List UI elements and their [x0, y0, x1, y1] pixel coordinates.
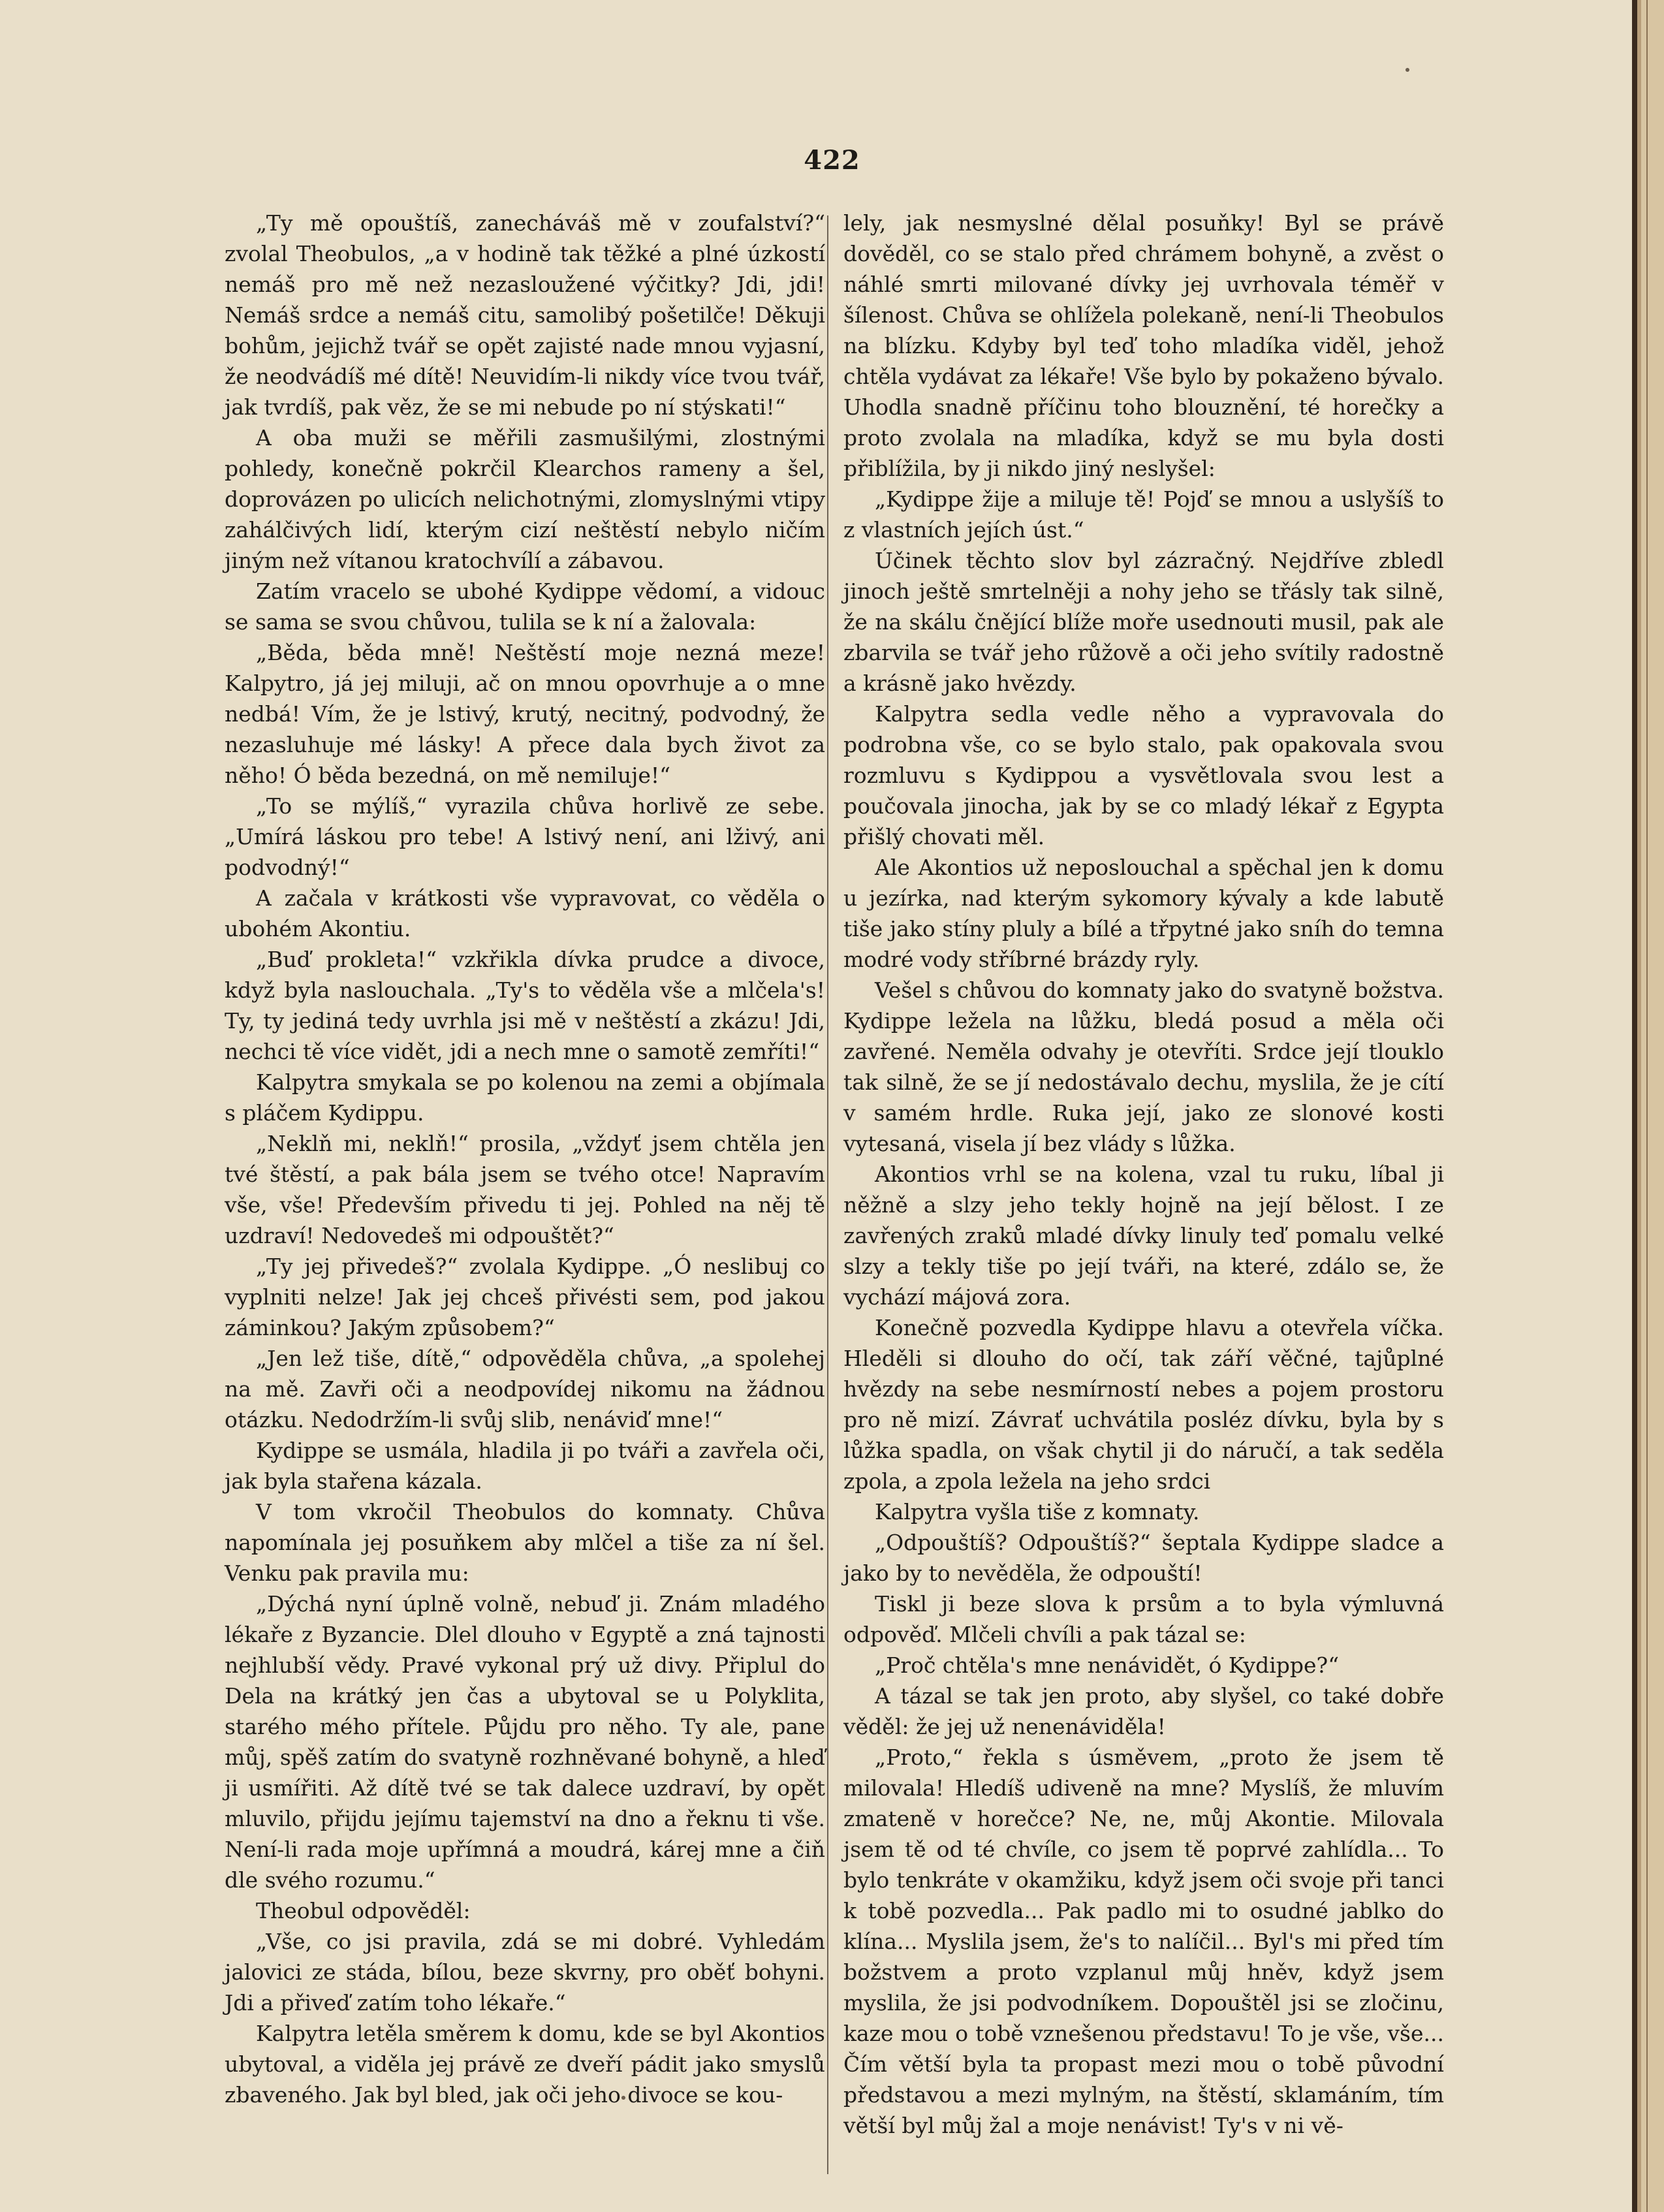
paragraph: Theobul odpověděl: [256, 1898, 471, 1923]
paragraph: „Jen lež tiše, dítě,“ odpověděla chůva, „a spolehej na mě. Zavři oči a neodpovídej nikomu na žádnou otázku. Nedodržím-li svůj slib, nenáviď mne!“ [225, 1346, 825, 1432]
paragraph: „Ty mě opouštíš, zanecháváš mě v zoufalství?“ zvolal Theobulos, „a v hodině tak těžké a plné úzkostí nemáš pro mě než nezasloužené výčitky? Jdi, jdi! Nemáš srdce a nemáš citu, samolibý pošetilče! Děkuji bohům, jejichž tvář se opět zajisté nade mnou vyjasní, že neodvádíš mé dítě! Neuvidím-li nikdy více tvou tvář, jak tvrdíš, pak věz, že se mi nebude po ní stýskati!“ [225, 210, 825, 420]
paragraph: „Dýchá nyní úplně volně, nebuď ji. Znám mladého lékaře z Byzancie. Dlel dlouho v Egyptě a zná tajnosti nejhlubší vědy. Pravé vykonal prý už divy. Připlul do Dela na krátký jen čas a ubytoval se u Polyklita, starého mého přítele. Půjdu pro něho. Ty ale, pane můj, spěš zatím do svatyně rozhněvané bohyně, a hleď ji usmířiti. Až dítě tvé se tak dalece uzdraví, by opět mluvilo, přijdu jejímu tajemství na dno a řeknu ti vše. Není-li rada moje upřímná a moudrá, kárej mne a čiň dle svého rozumu.“ [225, 1591, 825, 1893]
paragraph: „Odpouštíš? Odpouštíš?“ šeptala Kydippe sladce a jako by to nevěděla, že odpouští! [843, 1530, 1444, 1586]
paragraph: Kalpytra smykala se po kolenou na zemi a objímala s pláčem Kydippu. [225, 1069, 825, 1126]
paragraph: „Neklň mi, neklň!“ prosila, „vždyť jsem chtěla jen tvé štěstí, a pak bála jsem se tvého otce! Napravím vše, vše! Především přivedu ti jej. Pohled na něj tě uzdraví! Nedovedeš mi odpouštět?“ [225, 1131, 825, 1248]
page-number: 422 [804, 145, 860, 176]
paper-speck [1405, 68, 1409, 72]
paragraph: Vešel s chůvou do komnaty jako do svatyně božstva. Kydippe ležela na lůžku, bledá posud a měla oči zavřené. Neměla odvahy je otevříti. Srdce její tlouklo tak silně, že se jí nedostávalo dechu, myslila, že je cítí v samém hrdle. Ruka její, jako ze slonové kosti vytesaná, visela jí bez vlády s lůžka. [843, 977, 1444, 1156]
paragraph: Kalpytra sedla vedle něho a vypravovala do podrobna vše, co se bylo stalo, pak opakovala svou rozmluvu s Kydippou a vysvětlovala svou lest a poučovala jinocha, jak by se co mladý lékař z Egypta přišlý chovati měl. [843, 701, 1444, 849]
paragraph: „Proto,“ řekla s úsměvem, „proto že jsem tě milovala! Hledíš udiveně na mne? Myslíš, že mluvím zmateně v horečce? Ne, ne, můj Akontie. Milovala jsem tě od té chvíle, co jsem tě poprvé zahlídla... To bylo tenkráte v okamžiku, když jsem oči svoje při tanci k tobě pozvedla... Pak padlo mi to osudné jablko do klína... Myslila jsem, že's to nalíčil... Byl's mi před tím božstvem a proto vzplanul můj hněv, když jsem myslila, že jsi podvodníkem. Dopouštěl jsi se zločinu, kaze mou o tobě vznešenou představu! To je vše, vše... Čím větší byla ta propast mezi mou o tobě původní představou a mezi mylným, na štěstí, sklamáním, tím větší byl můj žal a moje nenávist! Ty's v ni vě- [843, 1745, 1444, 2138]
paragraph: A tázal se tak jen proto, aby slyšel, co také dobře věděl: že jej už nenenáviděla! [843, 1683, 1444, 1739]
paragraph: „Buď prokleta!“ vzkřikla dívka prudce a divoce, když byla naslouchala. „Ty's to věděla vše a mlčela's! Ty, ty jediná tedy uvrhla jsi mě v neštěstí a zkázu! Jdi, nechci tě více vidět, jdi a nech mne o samotě zemříti!“ [225, 947, 825, 1064]
page-edge-line [1646, 0, 1648, 2212]
paragraph: Ale Akontios už neposlouchal a spěchal jen k domu u jezírka, nad kterým sykomory kývaly a kde labutě tiše jako stíny pluly a bílé a třpytné jako sníh do temna modré vody stříbrné brázdy ryly. [843, 855, 1444, 972]
paragraph: Kalpytra vyšla tiše z komnaty. [875, 1499, 1200, 1525]
paragraph: „Běda, běda mně! Neštěstí moje nezná meze! Kalpytro, já jej miluji, ač on mnou opovrhuje a o mne nedbá! Vím, že je lstivý, krutý, necitný, podvodný, že nezasluhuje mé lásky! A přece dala bych život za něho! Ó běda bezedná, on mě nemiluje!“ [225, 640, 825, 788]
column-divider [827, 215, 828, 2174]
paragraph: Zatím vracelo se ubohé Kydippe vědomí, a vidouc se sama se svou chůvou, tulila se k ní a žalovala: [225, 578, 825, 635]
paragraph: Účinek těchto slov byl zázračný. Nejdříve zbledl jinoch ještě smrtelněji a nohy jeho se třásly tak silně, že na skálu čnějící blíže moře usednouti musil, pak ale zbarvila se tvář jeho růžově a oči jeho svítily radostně a krásně jako hvězdy. [843, 548, 1444, 696]
paragraph: „Proč chtěla's mne nenávidět, ó Kydippe?“ [875, 1652, 1340, 1678]
right-column [843, 208, 1444, 2141]
paragraph: V tom vkročil Theobulos do komnaty. Chůva napomínala jej posuňkem aby mlčel a tiše za ní šel. Venku pak pravila mu: [225, 1499, 825, 1586]
page-edge [1632, 0, 1664, 2212]
paragraph: A začala v krátkosti vše vypravovat, co věděla o ubohém Akontiu. [225, 885, 825, 941]
paragraph: Tiskl ji beze slova k prsům a to byla výmluvná odpověď. Mlčeli chvíli a pak tázal se: [843, 1591, 1444, 1647]
paragraph: lely, jak nesmyslné dělal posuňky! Byl se právě dověděl, co se stalo před chrámem bohyně, a zvěst o náhlé smrti milované dívky jej uvrhovala téměř v šílenost. Chůva se ohlížela polekaně, není-li Theobulos na blízku. Kdyby byl teď toho mladíka viděl, jehož chtěla vydávat za lékaře! Vše bylo by pokaženo bývalo. Uhodla snadně příčinu toho blouznění, té horečky a proto zvolala na mladíka, když se mu byla dosti přiblížila, by ji nikdo jiný neslyšel: [843, 210, 1444, 481]
paragraph: „Kydippe žije a miluje tě! Pojď se mnou a uslyšíš to z vlastních jejích úst.“ [843, 486, 1444, 543]
left-column [225, 208, 825, 2110]
paragraph: „Ty jej přivedeš?“ zvolala Kydippe. „Ó neslibuj co vyplniti nelze! Jak jej chceš přivésti sem, pod jakou záminkou? Jakým způsobem?“ [225, 1254, 825, 1340]
paragraph: Akontios vrhl se na kolena, vzal tu ruku, líbal ji něžně a slzy jeho tekly hojně na její bělost. I ze zavřených zraků mladé dívky linuly teď pomalu velké slzy a tekly tiše po její tváři, na které, zdálo se, že vychází májová zora. [843, 1161, 1444, 1310]
paragraph: „To se mýlíš,“ vyrazila chůva horlivě ze sebe. „Umírá láskou pro tebe! A lstivý není, ani lživý, ani podvodný!“ [225, 793, 825, 880]
paragraph: Kalpytra letěla směrem k domu, kde se byl Akontios ubytoval, a viděla jej právě ze dveří pádit jako smyslů zbaveného. Jak byl bled, jak oči jeho divoce se kou- [225, 2021, 825, 2108]
paragraph: Kydippe se usmála, hladila ji po tváři a zavřela oči, jak byla stařena kázala. [225, 1438, 825, 1494]
paragraph: „Vše, co jsi pravila, zdá se mi dobré. Vyhledám jalovici ze stáda, bílou, beze skvrny, pro oběť bohyni. Jdi a přiveď zatím toho lékaře.“ [225, 1929, 825, 2015]
paragraph: Konečně pozvedla Kydippe hlavu a otevřela víčka. Hleděli si dlouho do očí, tak září věčné, tajůplné hvězdy na sebe nesmírností nebes a pojem prostoru pro ně mizí. Závrať uchvátila posléz dívku, byla by s lůžka spadla, on však chytil ji do náručí, a tak seděla zpola, a zpola ležela na jeho srdci [843, 1315, 1444, 1494]
paragraph: A oba muži se měřili zasmušilými, zlostnými pohledy, konečně pokrčil Klearchos rameny a šel, doprovázen po ulicích nelichotnými, zlomyslnými vtipy zahálčivých lidí, kterým cizí neštěstí nebylo ničím jiným než vítanou kratochvílí a zábavou. [225, 425, 825, 573]
